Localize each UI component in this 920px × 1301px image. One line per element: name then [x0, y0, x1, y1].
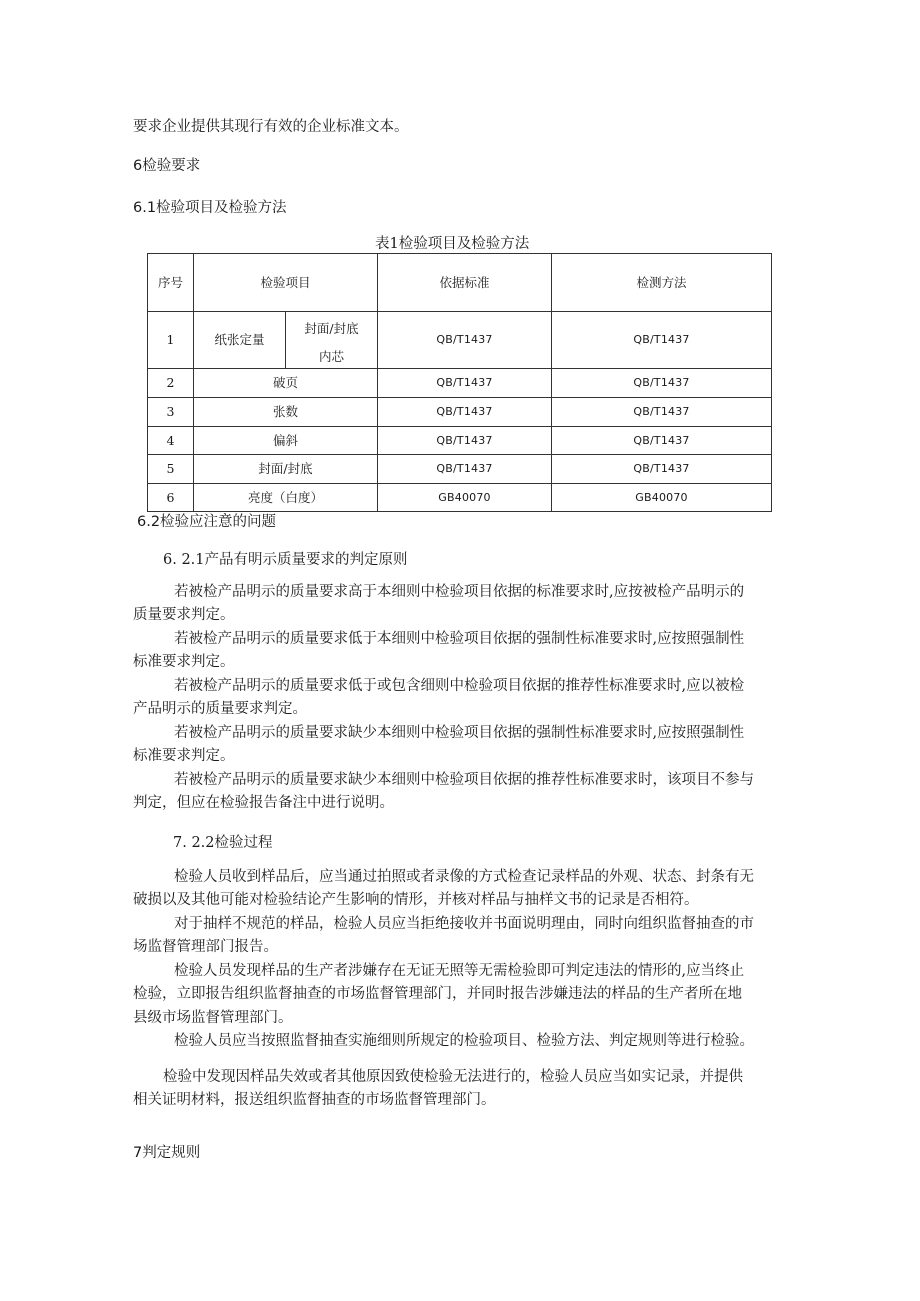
table-caption: 表1检验项目及检验方法: [375, 236, 530, 252]
table-header-row: [148, 254, 772, 312]
cell-item: 张数: [194, 398, 378, 427]
table-row: [148, 398, 772, 427]
cell-method: QB/T1437: [552, 427, 772, 455]
section-2-2-heading: 7. 2.2检验过程: [173, 835, 273, 851]
header-method: 检测方法: [552, 254, 772, 312]
cell-item: 亮度（白度）: [194, 484, 378, 512]
cell-standard: QB/T1437: [378, 369, 552, 398]
paragraph-line: 质量要求判定。: [133, 607, 235, 623]
table-row: [148, 484, 772, 512]
cell-method: QB/T1437: [552, 369, 772, 398]
table-row: [148, 427, 772, 455]
cell-method: QB/T1437: [552, 312, 772, 369]
cell-standard: QB/T1437: [378, 398, 552, 427]
cell-standard: QB/T1437: [378, 455, 552, 484]
paragraph-line: 检验，立即报告组织监督抽查的市场监督管理部门，并同时报告涉嫌违法的样品的生产者所在地: [133, 986, 742, 1002]
paragraph-line: 若被检产品明示的质量要求缺少本细则中检验项目依据的强制性标准要求时,应按照强制性: [174, 725, 745, 741]
paragraph-line: 若被检产品明示的质量要求低于或包含细则中检验项目依据的推荐性标准要求时,应以被检: [174, 678, 745, 694]
subitem-cover: 封面/封底: [304, 321, 359, 336]
table-row: [148, 369, 772, 398]
subitem-core: 内芯: [319, 349, 345, 364]
cell-no: 6: [148, 484, 194, 512]
section-7-heading: 7判定规则: [133, 1145, 201, 1161]
cell-standard: QB/T1437: [378, 312, 552, 369]
cell-no: 5: [148, 455, 194, 484]
paragraph-line: 县级市场监督管理部门。: [133, 1010, 293, 1026]
cell-subitem: [286, 312, 378, 369]
paragraph-line: 检验人员应当按照监督抽查实施细则所规定的检验项目、检验方法、判定规则等进行检验。: [174, 1033, 754, 1049]
header-item: 检验项目: [194, 254, 378, 312]
intro-text: 要求企业提供其现行有效的企业标准文本。: [133, 119, 409, 135]
paragraph-line: 产品明示的质量要求判定。: [133, 701, 307, 717]
paragraph-line: 检验人员发现样品的生产者涉嫌存在无证无照等无需检验即可判定违法的情形的,应当终止: [174, 963, 745, 979]
cell-no: 2: [148, 369, 194, 398]
section-6-1-heading: 6.1检验项目及检验方法: [133, 200, 287, 216]
paragraph-line: 若被检产品明示的质量要求缺少本细则中检验项目依据的推荐性标准要求时，该项目不参与: [174, 772, 754, 788]
paragraph-line: 对于抽样不规范的样品，检验人员应当拒绝接收并书面说明理由，同时向组织监督抽查的市: [174, 916, 754, 932]
cell-standard: GB40070: [378, 484, 552, 512]
cell-no: 4: [148, 427, 194, 455]
paragraph-line: 判定，但应在检验报告备注中进行说明。: [133, 795, 394, 811]
section-6-2-1-heading: 6. 2.1产品有明示质量要求的判定原则: [163, 552, 408, 568]
paragraph-line: 相关证明材料，报送组织监督抽查的市场监督管理部门。: [133, 1092, 496, 1108]
paragraph-line: 若被检产品明示的质量要求低于本细则中检验项目依据的强制性标准要求时,应按照强制性: [174, 631, 745, 647]
cell-no: 1: [148, 312, 194, 369]
cell-method: GB40070: [552, 484, 772, 512]
paragraph-line: 破损以及其他可能对检验结论产生影响的情形，并核对样品与抽样文书的记录是否相符。: [133, 892, 699, 908]
cell-item: 偏斜: [194, 427, 378, 455]
paragraph-line: 标准要求判定。: [133, 748, 235, 764]
paragraph-line: 若被检产品明示的质量要求高于本细则中检验项目依据的标准要求时,应按被检产品明示的: [174, 584, 745, 600]
cell-method: QB/T1437: [552, 455, 772, 484]
table-row: [148, 312, 772, 369]
cell-method: QB/T1437: [552, 398, 772, 427]
paragraph-line: 检验中发现因样品失效或者其他原因致使检验无法进行的，检验人员应当如实记录，并提供: [163, 1069, 743, 1085]
cell-standard: QB/T1437: [378, 427, 552, 455]
table-row: [148, 455, 772, 484]
inspection-table: [147, 253, 772, 512]
section-6-heading: 6检验要求: [133, 158, 201, 174]
cell-item: 封面/封底: [194, 455, 378, 484]
header-no: 序号: [148, 254, 194, 312]
section-6-2-heading: 6.2检验应注意的问题: [137, 514, 277, 530]
cell-item: 破页: [194, 369, 378, 398]
paragraph-line: 检验人员收到样品后，应当通过拍照或者录像的方式检查记录样品的外观、状态、封条有无: [174, 869, 754, 885]
paragraph-line: 场监督管理部门报告。: [133, 939, 278, 955]
paragraph-line: 标准要求判定。: [133, 654, 235, 670]
cell-item: 纸张定量: [194, 312, 286, 369]
cell-no: 3: [148, 398, 194, 427]
header-standard: 依据标准: [378, 254, 552, 312]
